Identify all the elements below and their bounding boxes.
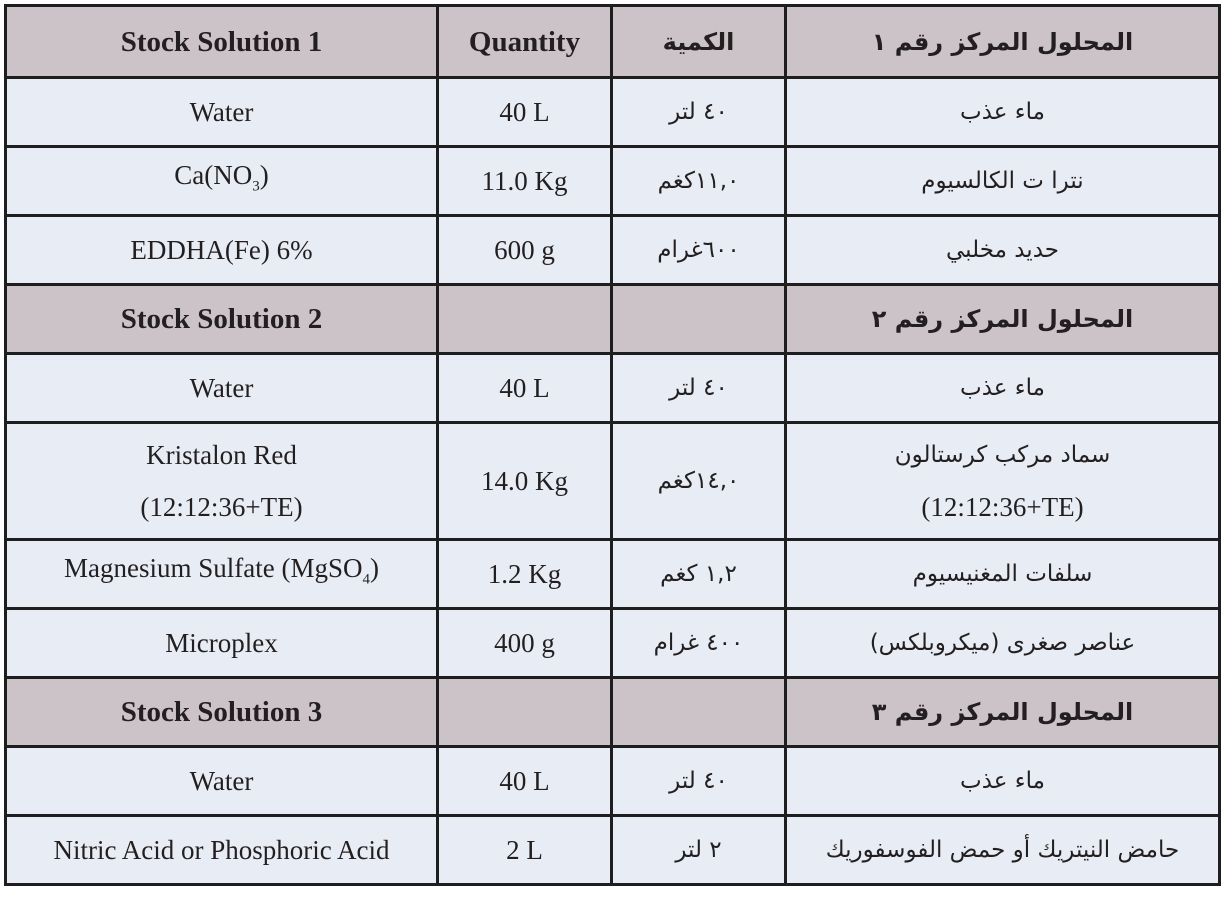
ingredient-ar-line1: سماد مركب كرستالون bbox=[894, 442, 1111, 468]
formula-subscript: 4 bbox=[362, 571, 370, 588]
table-row bbox=[6, 747, 1220, 816]
quantity-ar: ٢ لتر bbox=[612, 816, 786, 885]
section-title-ar: المحلول المركز رقم ١ bbox=[786, 6, 1220, 78]
table-row bbox=[6, 423, 1220, 540]
section-title-en: Stock Solution 2 bbox=[6, 285, 438, 354]
formula-tail: ) bbox=[259, 160, 269, 191]
quantity-en: 40 L bbox=[438, 354, 612, 423]
ingredient-ar: عناصر صغرى (ميكروبلكس) bbox=[786, 609, 1220, 678]
quantity-header-ar bbox=[612, 678, 786, 747]
quantity-ar: ١٤,٠كغم bbox=[612, 423, 786, 540]
quantity-en: 40 L bbox=[438, 747, 612, 816]
quantity-en: 400 g bbox=[438, 609, 612, 678]
ingredient-en: EDDHA(Fe) 6% bbox=[6, 216, 438, 285]
quantity-en: 600 g bbox=[438, 216, 612, 285]
table-row bbox=[6, 216, 1220, 285]
quantity-en: 14.0 Kg bbox=[438, 423, 612, 540]
stock-solutions-table bbox=[4, 4, 1221, 886]
quantity-en: 40 L bbox=[438, 78, 612, 147]
ingredient-ar: سلفات المغنيسيوم bbox=[786, 540, 1220, 609]
ingredient-ar: ماء عذب bbox=[786, 78, 1220, 147]
section-header-row bbox=[6, 6, 1220, 78]
ingredient-ar: ماء عذب bbox=[786, 747, 1220, 816]
ingredient-ar: نترا ت الكالسيوم bbox=[786, 147, 1220, 216]
ingredient-en-line2: (12:12:36+TE) bbox=[140, 492, 303, 522]
quantity-ar: ٤٠ لتر bbox=[612, 747, 786, 816]
section-header-row bbox=[6, 285, 1220, 354]
quantity-header-ar: الكمية bbox=[612, 6, 786, 78]
ingredient-ar: ماء عذب bbox=[786, 354, 1220, 423]
ingredient-ar-line2: (12:12:36+TE) bbox=[921, 492, 1084, 522]
quantity-header bbox=[438, 678, 612, 747]
quantity-en: 11.0 Kg bbox=[438, 147, 612, 216]
quantity-ar: ٤٠٠ غرام bbox=[612, 609, 786, 678]
ingredient-en bbox=[6, 423, 438, 540]
ingredient-en: Water bbox=[6, 747, 438, 816]
ingredient-en-line1: Kristalon Red bbox=[146, 440, 297, 470]
quantity-header bbox=[438, 285, 612, 354]
ingredient-en bbox=[6, 540, 438, 609]
ingredient-ar: حامض النيتريك أو حمض الفوسفوريك bbox=[786, 816, 1220, 885]
ingredient-en: Microplex bbox=[6, 609, 438, 678]
table-row bbox=[6, 609, 1220, 678]
ingredient-en bbox=[6, 147, 438, 216]
formula-tail: ) bbox=[369, 553, 379, 584]
table-row bbox=[6, 354, 1220, 423]
section-title-ar: المحلول المركز رقم ٢ bbox=[786, 285, 1220, 354]
section-title-en: Stock Solution 3 bbox=[6, 678, 438, 747]
section-title-en: Stock Solution 1 bbox=[6, 6, 438, 78]
formula-text: Magnesium Sulfate (MgSO bbox=[64, 553, 363, 584]
quantity-header: Quantity bbox=[438, 6, 612, 78]
ingredient-ar: حديد مخلبي bbox=[786, 216, 1220, 285]
quantity-ar: ١١,٠كغم bbox=[612, 147, 786, 216]
table-row bbox=[6, 540, 1220, 609]
quantity-ar: ٤٠ لتر bbox=[612, 354, 786, 423]
formula-subscript: 3 bbox=[252, 178, 260, 195]
quantity-ar: ١,٢ كغم bbox=[612, 540, 786, 609]
ingredient-ar bbox=[786, 423, 1220, 540]
quantity-en: 1.2 Kg bbox=[438, 540, 612, 609]
quantity-header-ar bbox=[612, 285, 786, 354]
quantity-en: 2 L bbox=[438, 816, 612, 885]
ingredient-en: Water bbox=[6, 78, 438, 147]
table-row bbox=[6, 816, 1220, 885]
ingredient-en: Nitric Acid or Phosphoric Acid bbox=[6, 816, 438, 885]
formula-text: Ca(NO bbox=[174, 160, 253, 191]
table-row bbox=[6, 78, 1220, 147]
section-header-row bbox=[6, 678, 1220, 747]
quantity-ar: ٦٠٠غرام bbox=[612, 216, 786, 285]
table-row bbox=[6, 147, 1220, 216]
ingredient-en: Water bbox=[6, 354, 438, 423]
section-title-ar: المحلول المركز رقم ٣ bbox=[786, 678, 1220, 747]
quantity-ar: ٤٠ لتر bbox=[612, 78, 786, 147]
